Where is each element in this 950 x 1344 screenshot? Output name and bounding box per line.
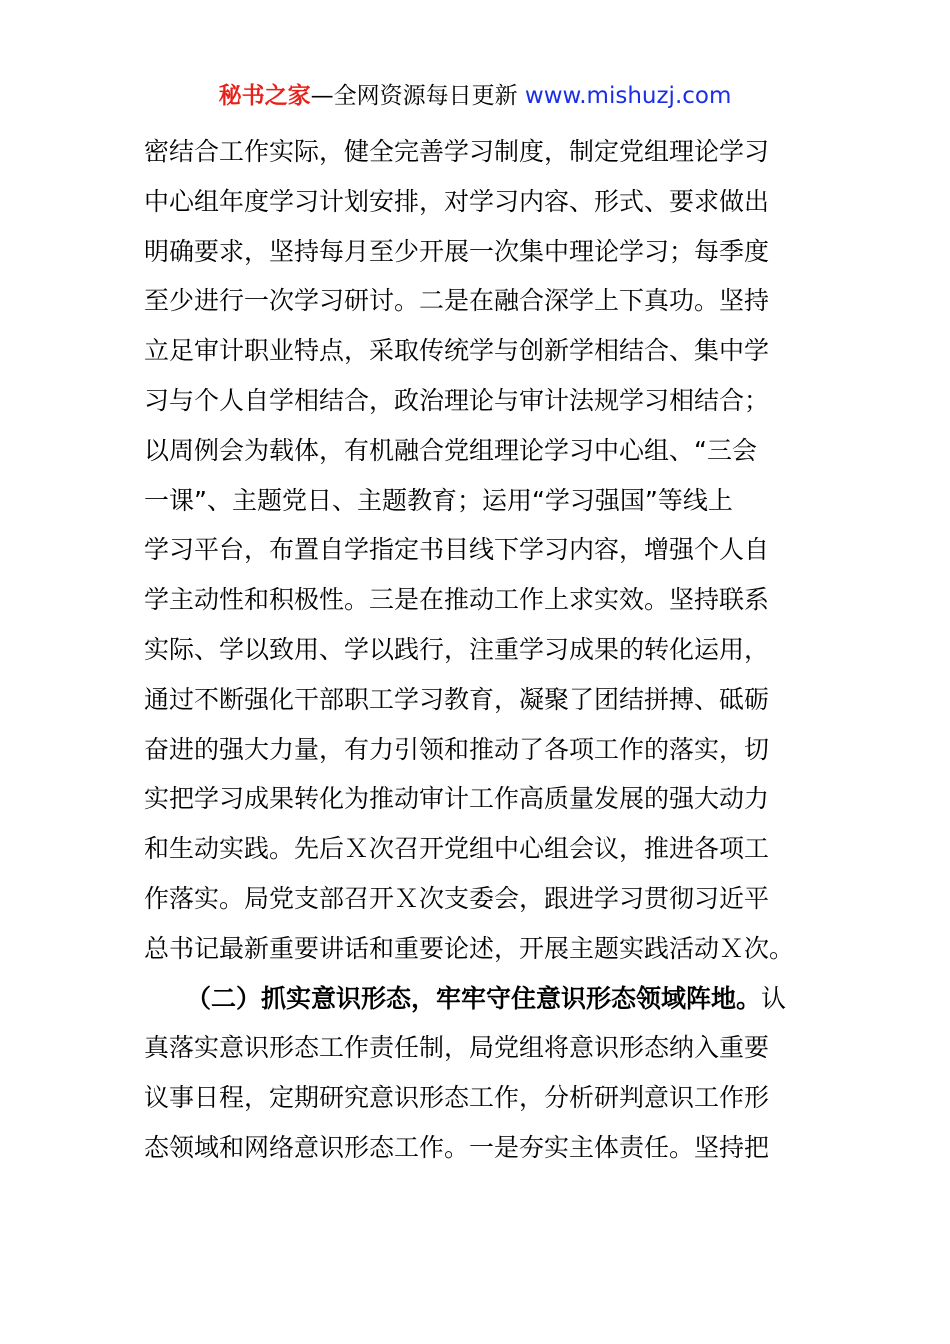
header-brand: 秘书之家 (218, 83, 311, 109)
paragraph-line: 中心组年度学习计划安排，对学习内容、形式、要求做出 (144, 186, 770, 216)
paragraph-line: 真落实意识形态工作责任制，局党组将意识形态纳入重要 (144, 1033, 770, 1063)
paragraph-line: 总书记最新重要讲话和重要论述，开展主题实践活动Ｘ次。 (144, 933, 795, 963)
section-heading-tail: 认 (761, 983, 787, 1013)
paragraph-line: 学习平台，布置自学指定书目线下学习内容，增强个人自 (144, 535, 770, 565)
paragraph-line: 作落实。局党支部召开Ｘ次支委会，跟进学习贯彻习近平 (144, 883, 770, 913)
paragraph-line: 学主动性和积极性。三是在推动工作上求实效。坚持联系 (144, 585, 770, 615)
paragraph-line: 至少进行一次学习研讨。二是在融合深学上下真功。坚持 (144, 286, 770, 316)
header-slogan: —全网资源每日更新 (310, 83, 525, 109)
paragraph-line: 和生动实践。先后Ｘ次召开党组中心组会议，推进各项工 (144, 834, 770, 864)
paragraph-line: 密结合工作实际，健全完善学习制度，制定党组理论学习 (144, 137, 770, 166)
paragraph-line: 态领域和网络意识形态工作。一是夯实主体责任。坚持把 (144, 1132, 770, 1162)
page-header (0, 80, 950, 112)
paragraph-line: 一课”、主题党日、主题教育；运用“学习强国”等线上 (144, 485, 733, 515)
paragraph-line: 奋进的强大力量，有力引领和推动了各项工作的落实，切 (144, 734, 770, 764)
section-heading: （二）抓实意识形态，牢牢守住意识形态领域阵地。 (186, 983, 762, 1013)
paragraph-line: 实把学习成果转化为推动审计工作高质量发展的强大动力 (144, 784, 770, 814)
header-url-link[interactable]: www.mishuzj.com (524, 83, 732, 109)
paragraph-line: 议事日程，定期研究意识形态工作，分析研判意识工作形 (144, 1083, 770, 1113)
paragraph-line: 实际、学以致用、学以践行，注重学习成果的转化运用， (144, 634, 770, 664)
document-body (144, 127, 824, 1173)
paragraph-line: 习与个人自学相结合，政治理论与审计法规学习相结合； (144, 385, 770, 415)
section-heading-line (144, 974, 824, 1024)
paragraph-line: 明确要求，坚持每月至少开展一次集中理论学习；每季度 (144, 236, 770, 266)
paragraph-line: 立足审计职业特点，采取传统学与创新学相结合、集中学 (144, 336, 770, 366)
paragraph-line: 通过不断强化干部职工学习教育，凝聚了团结拼搏、砥砺 (144, 684, 770, 714)
paragraph-line: 以周例会为载体，有机融合党组理论学习中心组、“三会 (144, 435, 757, 465)
